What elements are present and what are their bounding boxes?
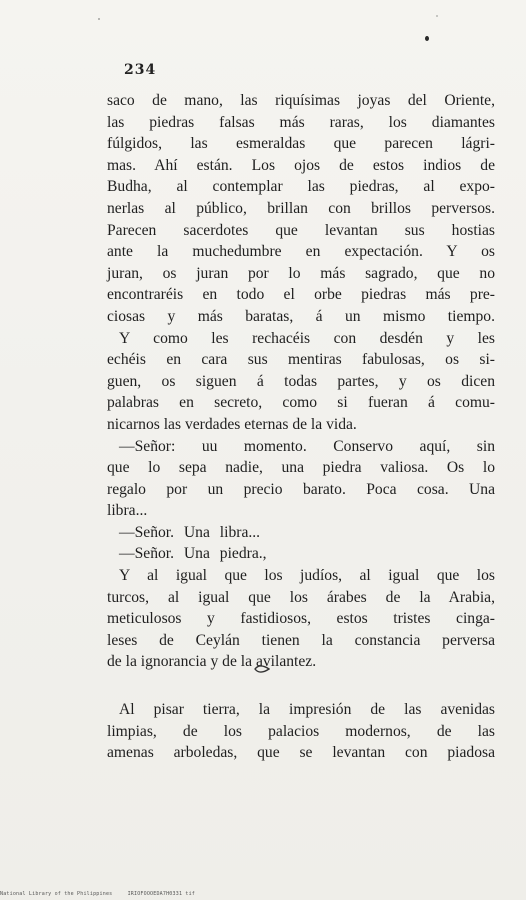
paragraph-1	[107, 90, 495, 328]
text-line: encontraréis en todo el orbe piedras más pre-	[107, 286, 495, 304]
text-line: leses de Ceylán tienen la constancia perversa	[107, 631, 495, 649]
paragraph-4	[107, 522, 495, 544]
text-line: que lo sepa nadie, una piedra valiosa. Os lo	[107, 459, 495, 477]
text-line: libra...	[107, 502, 148, 520]
text-line: ciosas y más baratas, á un mismo tiempo.	[107, 307, 495, 325]
paragraph-5	[107, 543, 495, 565]
text-line: de la ignorancia y de la avilantez.	[107, 653, 317, 671]
paragraph-3	[107, 436, 495, 522]
text-line: nerlas al público, brillan con brillos perversos.	[107, 199, 495, 217]
footer-library: National Library of the Philippines	[0, 891, 113, 897]
text-line: limpias, de los palacios modernos, de las	[107, 722, 495, 740]
text-line: Y al igual que los judíos, al igual que los	[119, 567, 495, 585]
text-line: guen, os siguen á todas partes, y os dicen	[107, 372, 495, 390]
paragraph-2	[107, 328, 495, 436]
text-line: ante la muchedumbre en expectación. Y os	[107, 243, 495, 261]
scan-footer	[0, 891, 207, 897]
text-line: amenas arboledas, que se levantan con piadosa	[107, 744, 495, 762]
text-line: —Señor. Una piedra.,	[119, 545, 267, 563]
text-line: nicarnos las verdades eternas de la vida.	[107, 415, 357, 433]
text-line: fúlgidos, las esmeraldas que parecen lágri-	[107, 135, 495, 153]
text-line: turcos, al igual que los árabes de la Arabia,	[107, 588, 495, 606]
text-line: —Señor: uu momento. Conservo aquí, sin	[119, 437, 495, 455]
text-line: juran, os juran por lo más sagrado, que no	[107, 264, 495, 282]
text-line: —Señor. Una libra...	[119, 523, 261, 541]
body-text	[107, 90, 495, 764]
ink-speck	[98, 18, 100, 20]
text-line: Parecen sacerdotes que levantan sus hostias	[107, 221, 495, 239]
text-line: mas. Ahí están. Los ojos de estos indios de	[107, 156, 495, 174]
text-line: regalo por un precio barato. Poca cosa. Una	[107, 480, 495, 498]
text-line: Al pisar tierra, la impresión de las avenidas	[119, 701, 495, 719]
paragraph-7	[107, 699, 495, 764]
text-line: meticulosos y fastidiosos, estos tristes cinga-	[107, 610, 495, 628]
text-line: echéis en cara sus mentiras fabulosas, os si-	[107, 351, 495, 369]
page-number: 234	[124, 62, 157, 78]
ink-speck	[425, 36, 429, 41]
ink-speck	[436, 15, 438, 17]
text-line: Budha, al contemplar las piedras, al expo-	[107, 178, 495, 196]
text-line: palabras en secreto, como si fueran á comu-	[107, 394, 495, 412]
text-line: Y como les rechacéis con desdén y les	[119, 329, 495, 347]
text-line: saco de mano, las riquísimas joyas del Oriente,	[107, 92, 495, 109]
footer-code: IRIOFOOOEDA7H0331 tif	[127, 891, 195, 897]
section-ornament-icon	[254, 664, 270, 674]
text-line: las piedras falsas más raras, los diamantes	[107, 113, 495, 131]
paragraph-6	[107, 565, 495, 673]
